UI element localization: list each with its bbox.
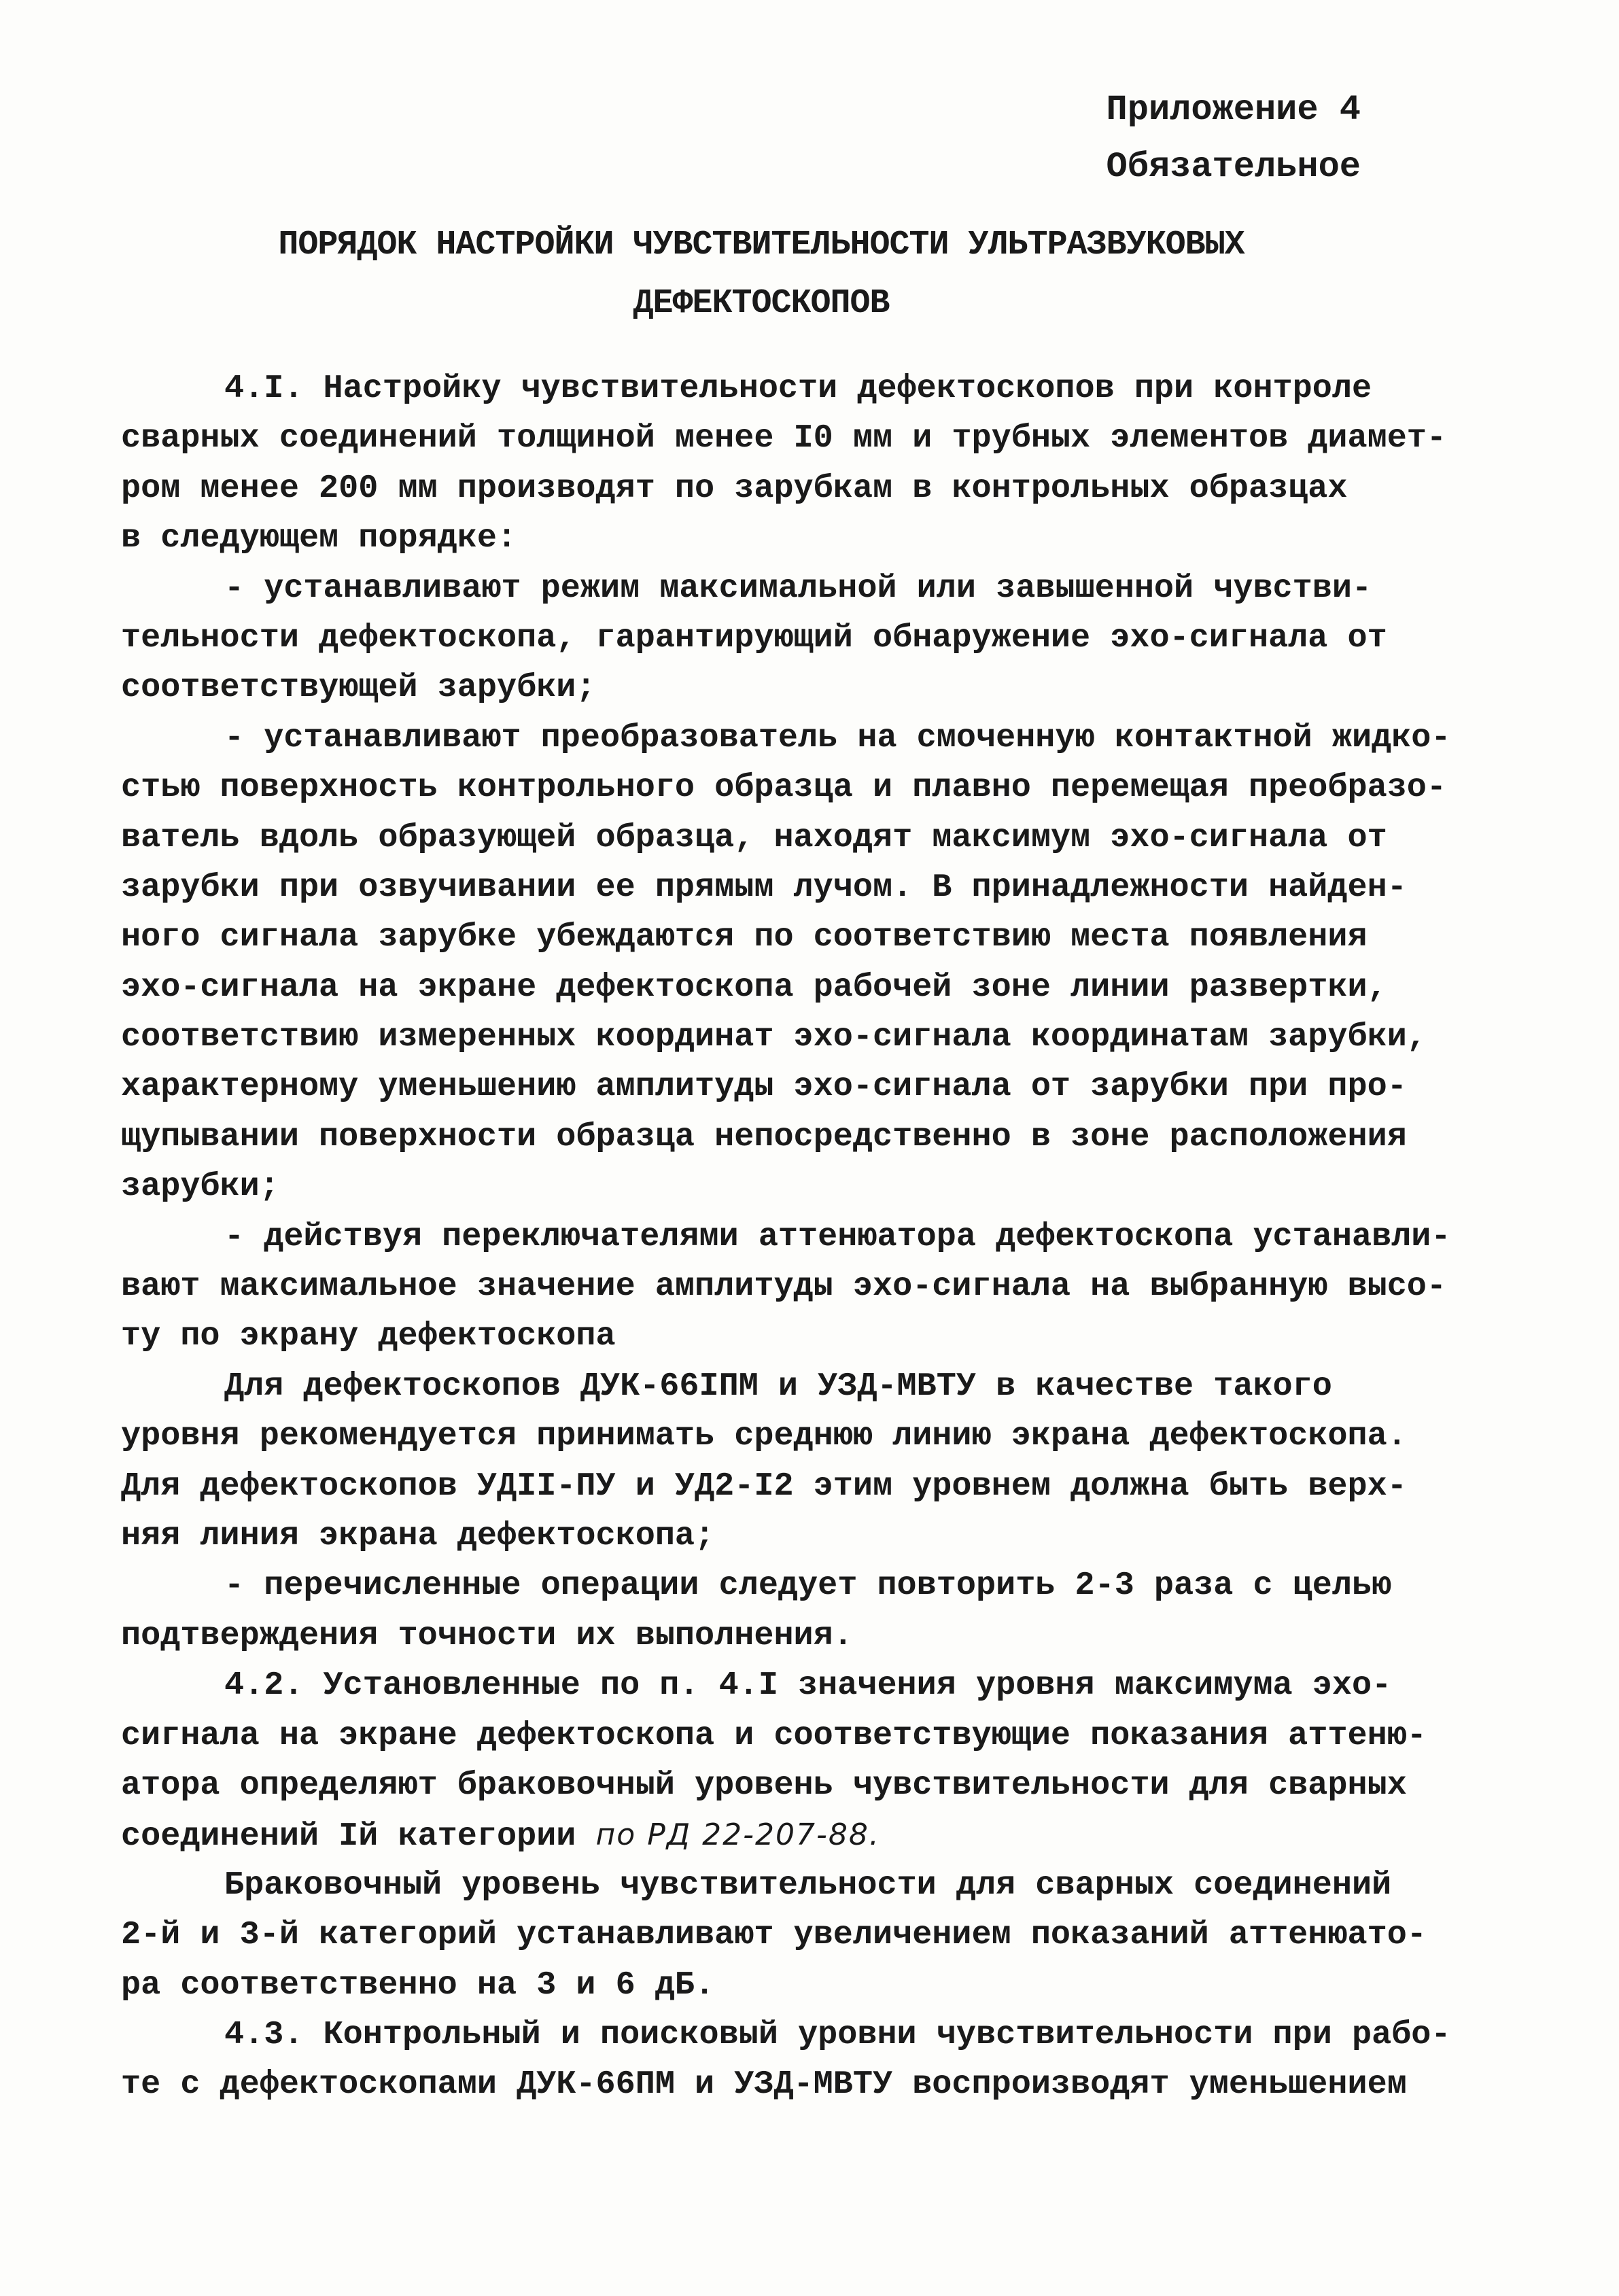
title-line-2: ДЕФЕКТОСКОПОВ (633, 284, 890, 323)
text-line: уровня рекомендуется принимать среднюю линию экрана дефектоскопа. (121, 1417, 1407, 1455)
appendix-header (1107, 82, 1361, 196)
text-line: щупывании поверхности образца непосредственно в зоне расположения (121, 1117, 1407, 1155)
text-line: - перечисленные операции следует повторить 2-3 раза с целью (224, 1567, 1392, 1605)
text-line: вают максимальное значение амплитуды эхо-сигнала на выбранную высо- (121, 1268, 1447, 1306)
text-line: соответствию измеренных координат эхо-сигнала координатам зарубки, (121, 1018, 1427, 1056)
text-line: ватель вдоль образующей образца, находят максимум эхо-сигнала от (121, 818, 1387, 856)
text-line: те с дефектоскопами ДУК-66ПМ и УЗД-МВТУ воспроизводят уменьшением (121, 2066, 1407, 2104)
text-line: характерному уменьшению амплитуды эхо-сигнала от зарубки при про- (121, 1068, 1407, 1106)
text-line: зарубки; (121, 1168, 279, 1206)
text-line: соответствующей зарубки; (121, 669, 596, 707)
text-line: - устанавливают преобразователь на смоченную контактной жидко- (224, 718, 1451, 756)
title-line-1: ПОРЯДОК НАСТРОЙКИ ЧУВСТВИТЕЛЬНОСТИ УЛЬТРАЗВУКОВЫХ (278, 226, 1244, 264)
text-line: 4.2. Установленные по п. 4.I значения уровня максимума эхо- (224, 1667, 1392, 1705)
text-line: Для дефектоскопов УДII-ПУ и УД2-I2 этим уровнем должна быть верх- (121, 1467, 1407, 1505)
handwritten-reference: по РД 22-207-88. (595, 1817, 880, 1853)
text-line: Браковочный уровень чувствительности для сварных соединений (224, 1866, 1392, 1904)
text-line: тельности дефектоскопа, гарантирующий обнаружение эхо-сигнала от (121, 619, 1387, 657)
text-line: 4.I. Настройку чувствительности дефектоскопов при контроле (224, 370, 1372, 407)
text-line: - устанавливают режим максимальной или завышенной чувстви- (224, 569, 1372, 607)
text-line: Для дефектоскопов ДУК-66IПМ и УЗД-МВТУ в качестве такого (224, 1367, 1332, 1405)
text-line: подтверждения точности их выполнения. (121, 1616, 853, 1654)
appendix-label: Приложение 4 (1106, 90, 1361, 130)
text-line: атора определяют браковочный уровень чувствительности для сварных (121, 1766, 1407, 1804)
text-line: сигнала на экране дефектоскопа и соответствующие показания аттеню- (121, 1716, 1427, 1754)
text-line: в следующем порядке: (121, 519, 517, 557)
text-line: - действуя переключателями аттенюатора дефектоскопа устанавли- (224, 1217, 1451, 1255)
text-line: ту по экрану дефектоскопа (121, 1317, 616, 1355)
document-body (121, 364, 1535, 2110)
text-line: 2-й и 3-й категорий устанавливают увеличением показаний аттенюато- (121, 1916, 1427, 1954)
text-line (121, 1810, 1535, 1860)
text-line: 4.3. Контрольный и поисковый уровни чувствительности при рабо- (224, 2015, 1451, 2053)
text-line: ром менее 200 мм производят по зарубкам в контрольных образцах (121, 469, 1348, 507)
text-line: зарубки при озвучивании ее прямым лучом. В принадлежности найден- (121, 868, 1407, 906)
text-line-typed: соединений Iй категории (121, 1817, 576, 1856)
text-line: ра соответственно на 3 и 6 дБ. (121, 1966, 715, 2004)
text-line: стью поверхность контрольного образца и плавно перемещая преобразо- (121, 769, 1447, 807)
appendix-type: Обязательное (1106, 147, 1361, 187)
text-line: эхо-сигнала на экране дефектоскопа рабочей зоне линии развертки, (121, 968, 1387, 1006)
text-line: ного сигнала зарубке убеждаются по соответствию места появления (121, 918, 1368, 956)
document-title (177, 216, 1346, 333)
text-line: сварных соединений толщиной менее I0 мм и трубных элементов диамет- (121, 419, 1447, 457)
text-line: няя линия экрана дефектоскопа; (121, 1516, 715, 1554)
